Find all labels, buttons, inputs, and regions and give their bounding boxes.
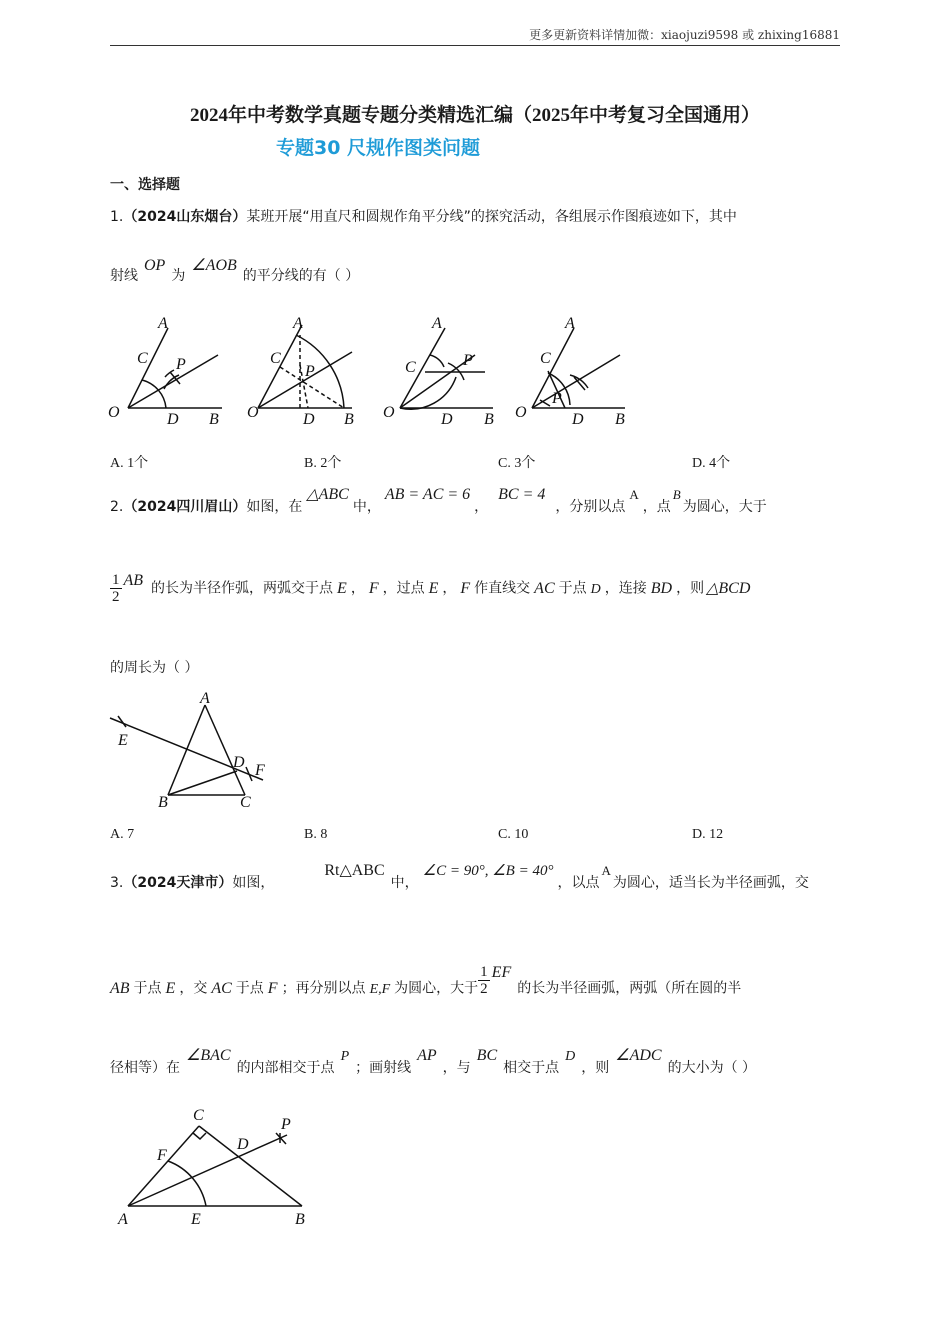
q3-text-14: ，与 <box>442 1060 471 1076</box>
q2-text-3: ， <box>474 499 489 515</box>
fig2-label-o: O <box>247 404 259 421</box>
q3-frac-num: 1 <box>480 964 488 980</box>
fig4-label-b: B <box>615 411 625 428</box>
q3-label-f: F <box>157 1147 167 1164</box>
q3-text-17: 的大小为（ ） <box>667 1060 757 1076</box>
q2-option-c[interactable]: C. 10 <box>498 827 529 842</box>
fig3-label-b: B <box>484 411 494 428</box>
q1-number: 1. <box>110 209 124 225</box>
q2-fraction-half <box>110 572 122 605</box>
q3-fraction-half <box>478 964 490 997</box>
q2-label-b: B <box>158 794 168 811</box>
q3-figure-labels <box>117 1107 305 1228</box>
q2-text-12: 于点 <box>558 580 587 597</box>
q2-frac-num: 1 <box>112 572 120 588</box>
q1-figure-4-labels <box>515 315 625 428</box>
fig3-label-p: P <box>463 352 473 369</box>
q3-segment-ab: AB <box>110 979 130 997</box>
q3-text-13: ；画射线 <box>355 1060 412 1076</box>
page-title: 2024年中考数学真题专题分类精选汇编（2025年中考复习全国通用） <box>189 105 760 126</box>
q2-text-10: ， <box>442 580 457 597</box>
q3-label-p: P <box>281 1116 291 1133</box>
fig2-label-d: D <box>303 411 315 428</box>
fig1-label-d: D <box>167 411 179 428</box>
q3-text-6: ，交 <box>179 980 208 997</box>
q3-frac-den: 2 <box>480 981 488 997</box>
q3-text-1: 如图， <box>232 875 275 891</box>
q2-line2 <box>110 572 840 605</box>
q2-text-1: 如图，在 <box>246 499 303 515</box>
q3-text-8: ；再分别以点 <box>281 980 366 997</box>
q2-point-b: B <box>672 487 681 502</box>
fig2-label-a: A <box>293 315 303 332</box>
q2-triangle-bcd: △BCD <box>706 579 751 597</box>
q1-line1 <box>110 207 840 227</box>
q3-point-d: D <box>565 1049 576 1064</box>
q2-text-2: 中， <box>352 499 381 515</box>
q3-segment-ef: EF <box>491 963 512 981</box>
q2-eq-bc: BC = 4 <box>498 486 546 503</box>
q2-figure-lines <box>110 705 263 795</box>
q2-text-13: ，连接 <box>604 580 647 597</box>
q2-text-5: ，点 <box>642 499 671 515</box>
fig1-label-b: B <box>209 411 219 428</box>
q3-text-4: 为圆心，适当长为半径画弧，交 <box>612 875 809 891</box>
q1-angle-aob: ∠AOB <box>191 257 237 274</box>
q1-option-a[interactable]: A. 1个 <box>110 456 149 471</box>
fig3-label-o: O <box>383 404 395 421</box>
q1-ray-op: OP <box>144 257 166 274</box>
q2-option-b[interactable]: B. 8 <box>304 827 328 842</box>
q3-angle-adc: ∠ADC <box>615 1047 662 1064</box>
q2-text-6: 为圆心，大于 <box>682 499 767 515</box>
q3-ray-ap: AP <box>417 1047 437 1064</box>
fig1-label-o: O <box>108 404 120 421</box>
q3-label-a: A <box>118 1211 128 1228</box>
q3-figure <box>100 1100 340 1240</box>
q2-segment-bd: BD <box>650 579 673 597</box>
q3-point-f: F <box>267 979 278 997</box>
q3-angle-values: ∠C = 90°, ∠B = 40° <box>422 863 554 879</box>
q2-option-d[interactable]: D. 12 <box>692 827 724 842</box>
q3-points-ef: E,F <box>369 981 391 997</box>
fig4-label-o: O <box>515 404 527 421</box>
q2-source: （2024四川眉山） <box>123 499 247 515</box>
q2-label-e: E <box>118 732 128 749</box>
header-note: 更多更新资料详情加微：xiaojuzi9598 或 zhixing16881 <box>529 28 840 42</box>
q1-figure-1 <box>128 328 222 408</box>
q1-option-d[interactable]: D. 4个 <box>692 456 731 471</box>
q1-text: 某班开展“用直尺和圆规作角平分线”的探究活动，各组展示作图痕迹如下，其中 <box>246 209 737 225</box>
q3-text-12: 的内部相交于点 <box>236 1060 335 1076</box>
fig3-label-c: C <box>405 359 416 376</box>
q2-triangle-abc: △ABC <box>306 486 349 503</box>
q2-point-f2: F <box>460 579 471 597</box>
q1-figures <box>100 305 660 435</box>
q2-point-f: F <box>368 579 379 597</box>
q3-point-p: P <box>340 1049 350 1064</box>
q2-point-e: E <box>337 579 347 597</box>
q2-line3: 的周长为（ ） <box>110 660 199 676</box>
q2-label-f: F <box>255 762 265 779</box>
q1-text-c: 的平分线的有（ ） <box>242 268 360 284</box>
fig1-label-p: P <box>176 356 186 373</box>
q1-option-b[interactable]: B. 2个 <box>304 456 342 471</box>
q1-line2 <box>110 257 840 286</box>
fig1-label-a: A <box>158 315 168 332</box>
q2-point-a: A <box>629 487 639 502</box>
q2-segment-ab: AB <box>123 571 144 589</box>
fig2-label-b: B <box>344 411 354 428</box>
q2-point-d: D <box>590 581 601 597</box>
fig3-label-a: A <box>432 315 442 332</box>
q2-label-c: C <box>240 794 251 811</box>
q3-label-d: D <box>237 1136 249 1153</box>
q1-text-a: 射线 <box>110 268 138 284</box>
q3-line2 <box>110 963 840 1005</box>
q1-figure-1-labels <box>108 315 219 428</box>
fig4-label-p: P <box>552 390 562 407</box>
fig1-label-c: C <box>137 350 148 367</box>
q2-eq-ab-ac: AB = AC = 6 <box>384 486 471 503</box>
q2-text-9: ，过点 <box>382 580 425 597</box>
q3-label-b: B <box>295 1211 305 1228</box>
q3-segment-ac: AC <box>211 979 232 997</box>
q3-figure-lines <box>128 1126 302 1206</box>
q3-text-5: 于点 <box>133 980 162 997</box>
q2-point-e2: E <box>428 579 439 597</box>
q2-segment-ac: AC <box>534 579 555 597</box>
q2-figure <box>100 685 300 815</box>
fig4-label-d: D <box>572 411 584 428</box>
q2-label-d: D <box>233 754 245 771</box>
q1-figure-4 <box>532 328 625 408</box>
fig3-label-d: D <box>441 411 453 428</box>
q2-number: 2. <box>110 499 124 515</box>
q2-text-8: ， <box>350 580 365 597</box>
q2-line1 <box>110 486 840 517</box>
q2-text-4: ，分别以点 <box>555 499 626 515</box>
q3-text-16: ，则 <box>581 1060 610 1076</box>
q3-number: 3. <box>110 875 124 891</box>
q2-frac-den: 2 <box>112 589 120 605</box>
q3-point-a: A <box>601 863 611 878</box>
header-divider <box>110 45 840 46</box>
q2-text-11: 作直线交 <box>474 580 531 597</box>
q3-text-3: ，以点 <box>557 875 600 891</box>
q2-text-14: ，则 <box>676 580 705 597</box>
q3-text-10: 的长为半径画弧，两弧（所在圆的半 <box>517 980 742 997</box>
q3-point-e: E <box>165 979 176 997</box>
q2-option-a[interactable]: A. 7 <box>110 827 135 842</box>
q3-source: （2024天津市） <box>123 875 233 891</box>
section-heading: 一、选择题 <box>110 177 180 193</box>
fig2-label-p: P <box>305 363 315 380</box>
q2-label-a: A <box>200 690 210 707</box>
fig4-label-a: A <box>565 315 575 332</box>
q1-option-c[interactable]: C. 3个 <box>498 456 536 471</box>
fig2-label-c: C <box>270 350 281 367</box>
q3-rt-triangle: Rt△ABC <box>324 862 385 879</box>
q3-angle-bac: ∠BAC <box>186 1047 231 1064</box>
q3-label-e: E <box>191 1211 201 1228</box>
q2-text-7: 的长为半径作弧，两弧交于点 <box>151 580 334 597</box>
topic-subtitle: 专题30 尺规作图类问题 <box>276 137 481 159</box>
q3-text-2: 中， <box>390 875 419 891</box>
q3-line1 <box>110 862 840 893</box>
q3-line3 <box>110 1047 840 1079</box>
q3-text-9: 为圆心，大于 <box>394 980 479 997</box>
fig4-label-c: C <box>540 350 551 367</box>
q3-text-15: 相交于点 <box>503 1060 560 1076</box>
q1-text-b: 为 <box>171 268 186 284</box>
q3-segment-bc: BC <box>476 1047 498 1064</box>
q3-label-c: C <box>193 1107 204 1124</box>
q3-text-11: 径相等）在 <box>110 1060 180 1076</box>
q1-source: （2024山东烟台） <box>123 209 247 225</box>
q3-text-7: 于点 <box>235 980 264 997</box>
